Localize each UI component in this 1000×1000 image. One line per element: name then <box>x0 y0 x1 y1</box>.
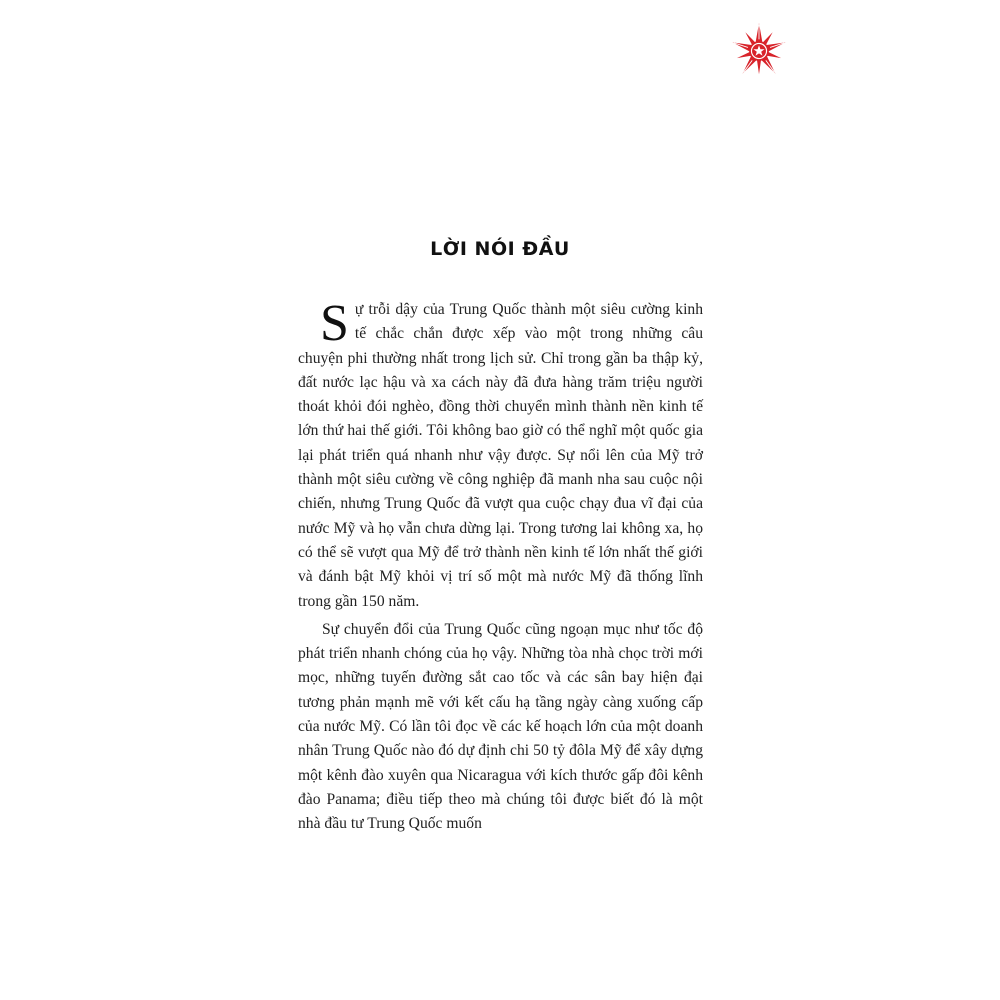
body-text <box>298 295 703 837</box>
page-title: LỜI NÓI ĐẦU <box>430 238 570 260</box>
publisher-logo <box>730 22 788 80</box>
paragraph-2: Sự chuyển đổi của Trung Quốc cũng ngoạn mục như tốc độ phát triển nhanh chóng của họ vậy. Những tòa nhà chọc trời mới mọc, những tuyến đường sắt cao tốc và các sân bay hiện đại tương phản mạnh mẽ với kết cấu hạ tầng ngày càng xuống cấp của nước Mỹ. Có lần tôi đọc về các kế hoạch lớn của một doanh nhân Trung Quốc nào đó dự định chi 50 tỷ đôla Mỹ để xây dựng một kênh đào xuyên qua Nicaragua với kích thước gấp đôi kênh đào Panama; điều tiếp theo mà chúng tôi được biết đó là một nhà đầu tư Trung Quốc muốn <box>298 620 703 833</box>
paragraph-1-text: ự trỗi dậy của Trung Quốc thành một siêu cường kinh tế chắc chắn được xếp vào một trong những câu chuyện phi thường nhất trong lịch sử. Chỉ trong gần ba thập kỷ, đất nước lạc hậu và xa cách này đã đưa hàng trăm triệu người thoát khỏi đói nghèo, đồng thời chuyển mình thành nền kinh tế lớn thứ hai thế giới. Tôi không bao giờ có thể nghĩ một quốc gia lại phát triển quá nhanh như vậy được. Sự nổi lên của Mỹ trở thành một siêu cường về công nghiệp đã manh nha sau cuộc nội chiến, nhưng Trung Quốc đã vượt qua cuộc chạy đua vĩ đại của nước Mỹ và họ vẫn chưa dừng lại. Trong tương lai không xa, họ có thể sẽ vượt qua Mỹ để trở thành nền kinh tế lớn nhất thế giới và đánh bật Mỹ khỏi vị trí số một mà nước Mỹ đã thống lĩnh trong gần 150 năm. <box>298 301 703 610</box>
drop-cap: S <box>320 295 349 352</box>
publisher-star-logo-icon <box>730 22 788 80</box>
paragraph-1 <box>298 295 703 614</box>
